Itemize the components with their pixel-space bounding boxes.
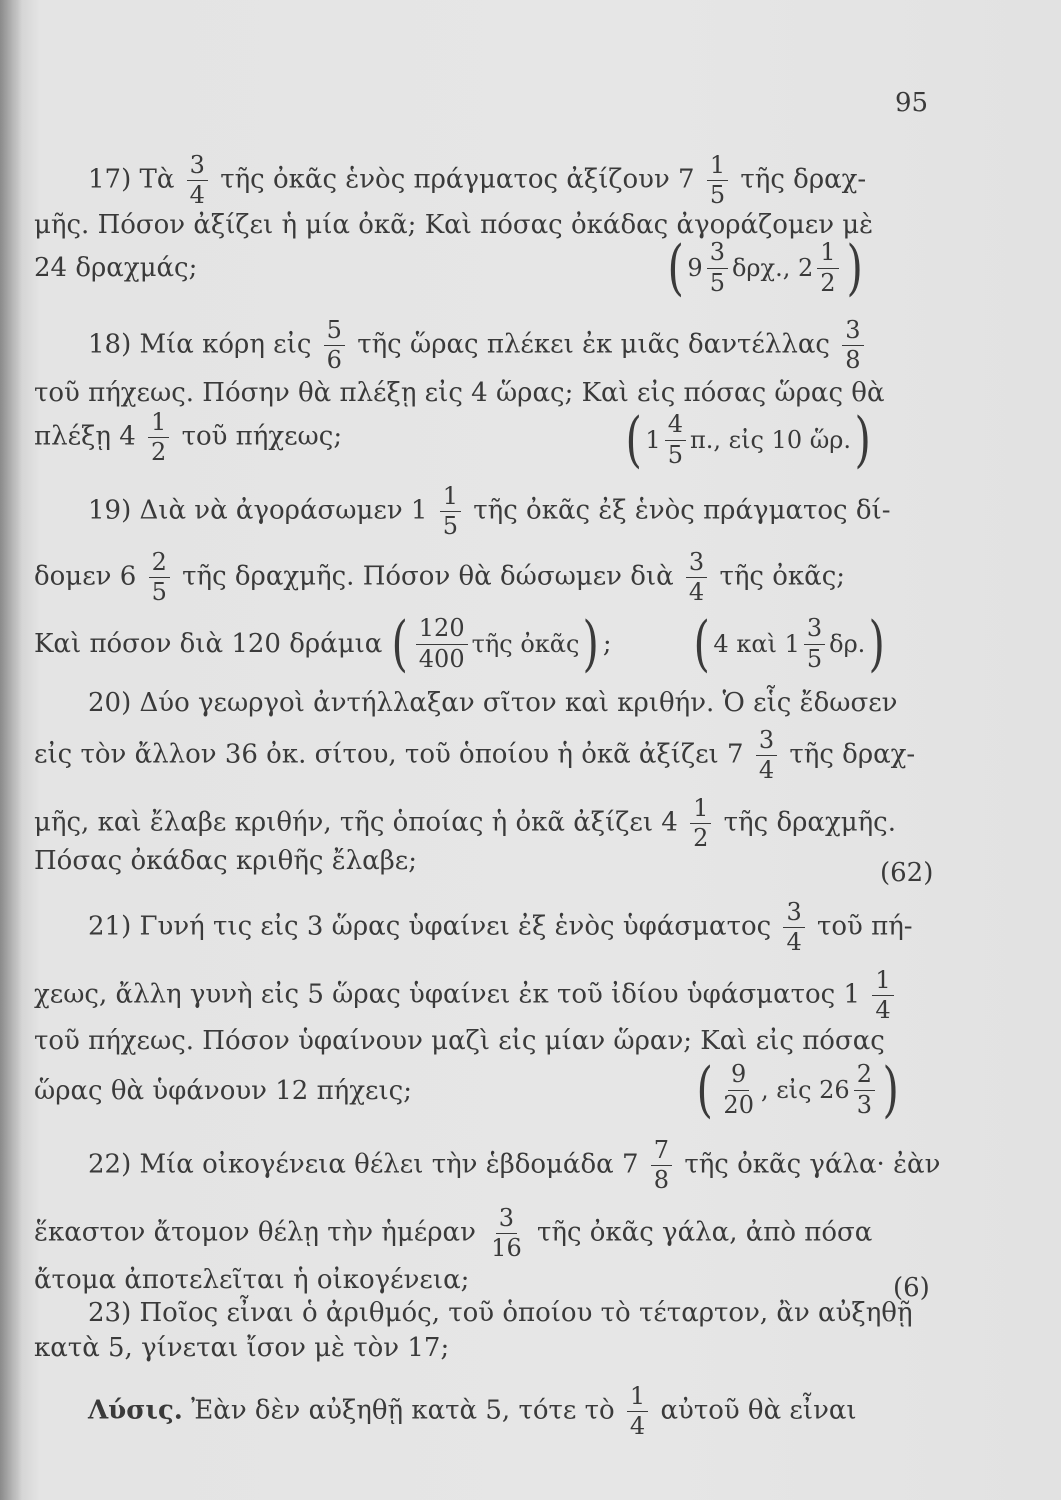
numerator: 3 [842, 318, 863, 346]
fraction [148, 410, 169, 465]
book-spine-shadow [0, 0, 22, 1500]
problem-17-line-3: 24 δραχμάς; [34, 253, 198, 283]
denominator: 16 [491, 1234, 522, 1263]
solution-label: Λύσις. [88, 1395, 183, 1426]
numerator: 1 [817, 240, 838, 268]
problem-19-line-3: Καὶ πόσον διὰ 120 δράμια ( $\frac{120}{400}$ τῆς ὀκᾶς ) ; [34, 609, 612, 679]
denominator: 5 [709, 181, 726, 210]
denominator: 4 [189, 181, 205, 210]
problem-23-line-1: 23) Ποῖος εἶναι ὁ ἀριθμός, τοῦ ὁποίου τὸ τέταρτον, ἂν αὐξηθῇ [88, 1298, 913, 1328]
numerator: 1 [627, 1384, 648, 1412]
numerator: 3 [804, 616, 825, 644]
fraction [149, 550, 170, 605]
numerator: 1 [872, 968, 893, 996]
denominator: 5 [667, 440, 683, 469]
numerator: 1 [707, 153, 728, 181]
text: τῆς δραχμῆς. [723, 807, 896, 838]
problem-20-line-4: Πόσας ὀκάδας κριθῆς ἔλαβε; [34, 846, 417, 876]
problem-20-line-2 [34, 728, 915, 783]
denominator: 3 [856, 1090, 872, 1119]
text: δρχ., 2 [731, 254, 814, 282]
denominator: 2 [693, 824, 709, 853]
text: χεως, ἄλλη γυνὴ εἰς 5 ὥρας ὑφαίνει ἐκ τοῦ ἰδίου ὑφάσματος 1 [34, 979, 861, 1010]
text: τῆς δραχ- [789, 739, 916, 770]
text: Ἐὰν δὲν αὐξηθῇ κατὰ 5, τότε τὸ [191, 1395, 615, 1426]
text: τῆς ὀκᾶς γάλα· ἐὰν [684, 1149, 941, 1180]
numerator: 2 [149, 550, 170, 578]
fraction [817, 240, 838, 295]
problem-21-answer: ( $\frac{9}{20}$ , εἰς 26 $\frac{2}{3}$ ) [696, 1055, 899, 1125]
denominator: 2 [151, 438, 167, 467]
numerator: 7 [651, 1138, 672, 1166]
text: ; [602, 629, 612, 659]
fraction [651, 1138, 672, 1193]
text: 9 [687, 254, 703, 282]
denominator: 5 [151, 578, 167, 607]
text: εἰς τὸν ἄλλον 36 ὀκ. σίτου, τοῦ ὁποίου ἡ ὀκᾶ ἀξίζει 7 [34, 739, 744, 770]
denominator: 8 [845, 346, 861, 375]
page-number: 95 [895, 88, 929, 118]
problem-17-line-2: μῆς. Πόσον ἀξίζει ἡ μία ὀκᾶ; Καὶ πόσας ὀκάδας ἀγοράζομεν μὲ [34, 210, 874, 240]
problem-22-line-1 [88, 1138, 940, 1193]
problem-22-line-2 [34, 1206, 872, 1261]
problem-17-answer: ( 9 $\frac{3}{5}$ δρχ., 2 $\frac{1}{2}$ ) [667, 233, 863, 303]
denominator: 4 [758, 756, 775, 785]
text: π., εἰς 10 ὥρ. [689, 426, 852, 454]
fraction [440, 484, 461, 539]
fraction [488, 1206, 525, 1261]
text: ἕκαστον ἄτομον θέλῃ τὴν ἡμέραν [34, 1217, 476, 1248]
fraction [872, 968, 893, 1023]
denominator: 4 [629, 1412, 646, 1441]
problem-21-line-2 [34, 968, 898, 1023]
problem-20-answer: (62) [880, 858, 934, 888]
numerator: 120 [416, 616, 468, 644]
fraction [324, 318, 345, 373]
fraction [720, 1062, 757, 1117]
numerator: 1 [690, 796, 711, 824]
numerator: 4 [665, 412, 686, 440]
numerator: 3 [187, 153, 208, 181]
text: τοῦ πή- [817, 911, 913, 942]
numerator: 3 [756, 728, 777, 756]
numerator: 1 [148, 410, 169, 438]
text: αὐτοῦ θὰ εἶναι [660, 1395, 857, 1426]
denominator: 5 [806, 644, 823, 673]
text: 17) Τὰ [88, 164, 175, 195]
text: μῆς, καὶ ἔλαβε κριθήν, τῆς ὁποίας ἡ ὀκᾶ ἀξίζει 4 [34, 807, 678, 838]
denominator: 5 [442, 512, 458, 541]
problem-19-answer: ( 4 καὶ 1 $\frac{3}{5}$ δρ. ) [693, 609, 886, 679]
problem-18-line-3 [34, 410, 342, 465]
problem-19-line-2 [34, 550, 845, 605]
text: δρ. [829, 630, 866, 658]
text: Καὶ πόσον διὰ 120 δράμια [34, 629, 383, 659]
text: 19) Διὰ νὰ ἀγοράσωμεν 1 [88, 495, 428, 526]
text: τῆς ὀκᾶς γάλα, ἀπὸ πόσα [536, 1217, 873, 1248]
fraction [804, 616, 825, 671]
text: 18) Μία κόρη εἰς [88, 329, 312, 360]
denominator: 4 [688, 578, 705, 607]
numerator: 3 [496, 1206, 517, 1234]
text: τῆς ὥρας πλέκει ἐκ μιᾶς δαντέλλας [357, 329, 830, 360]
problem-20-line-1: 20) Δύο γεωργοὶ ἀντήλλαξαν σῖτον καὶ κριθήν. Ὁ εἷς ἔδωσεν [88, 688, 898, 718]
fraction [842, 318, 863, 373]
problem-22-answer: (6) [893, 1273, 930, 1303]
fraction [686, 550, 707, 605]
fraction [665, 412, 686, 467]
text: τῆς ὀκᾶς; [719, 561, 846, 592]
denominator: 400 [418, 644, 465, 673]
numerator: 2 [854, 1062, 875, 1090]
numerator: 3 [707, 240, 728, 268]
problem-22-line-3: ἄτομα ἀποτελεῖται ἡ οἰκογένεια; [34, 1265, 470, 1295]
problem-18-line-1 [88, 318, 868, 373]
denominator: 20 [723, 1090, 754, 1119]
fraction [627, 1384, 648, 1439]
text: 22) Μία οἰκογένεια θέλει τὴν ἑβδομάδα 7 [88, 1149, 639, 1180]
numerator: 3 [783, 900, 804, 928]
fraction [707, 153, 728, 208]
text: τῆς ὀκᾶς ἐξ ἑνὸς πράγματος δί- [473, 495, 891, 526]
fraction [783, 900, 804, 955]
text: πλέξῃ 4 [34, 421, 136, 452]
problem-17-line-1 [88, 153, 866, 208]
fraction [416, 616, 468, 671]
fraction [187, 153, 208, 208]
fraction [756, 728, 777, 783]
text: 1 [645, 426, 661, 454]
text: δομεν 6 [34, 561, 137, 592]
numerator: 1 [440, 484, 461, 512]
text: τοῦ πήχεως; [181, 421, 343, 452]
fraction [690, 796, 711, 851]
problem-19-line-1 [88, 484, 891, 539]
fraction [707, 240, 728, 295]
fraction [854, 1062, 875, 1117]
denominator: 4 [875, 996, 891, 1025]
text: 4 καὶ 1 [713, 630, 800, 658]
numerator: 9 [728, 1062, 749, 1090]
denominator: 6 [326, 346, 342, 375]
text: τῆς ὀκᾶς [471, 630, 580, 658]
problem-23-line-2: κατὰ 5, γίνεται ἴσον μὲ τὸν 17; [34, 1333, 450, 1363]
problem-18-answer: ( 1 $\frac{4}{5}$ π., εἰς 10 ὥρ. ) [625, 405, 871, 475]
problem-18-line-2: τοῦ πήχεως. Πόσην θὰ πλέξῃ εἰς 4 ὥρας; Καὶ εἰς πόσας ὥρας θὰ [34, 378, 885, 408]
problem-21-line-3: τοῦ πήχεως. Πόσον ὑφαίνουν μαζὶ εἰς μίαν ὥραν; Καὶ εἰς πόσας [34, 1026, 885, 1056]
problem-21-line-4: ὥρας θὰ ὑφάνουν 12 πήχεις; [34, 1076, 413, 1106]
numerator: 5 [324, 318, 345, 346]
text: , εἰς 26 [760, 1076, 850, 1104]
text: τῆς ὀκᾶς ἑνὸς πράγματος ἀξίζουν 7 [220, 164, 695, 195]
numerator: 3 [686, 550, 707, 578]
text: τῆς δραχμῆς. Πόσον θὰ δώσωμεν διὰ [182, 561, 674, 592]
text: 21) Γυνή τις εἰς 3 ὥρας ὑφαίνει ἐξ ἑνὸς ὑφάσματος [88, 911, 772, 942]
denominator: 5 [709, 268, 725, 297]
text: τῆς δραχ- [740, 164, 867, 195]
denominator: 4 [786, 928, 802, 957]
problem-21-line-1 [88, 900, 913, 955]
denominator: 8 [653, 1166, 670, 1195]
solution-line [88, 1384, 857, 1439]
problem-20-line-3 [34, 796, 896, 851]
denominator: 2 [820, 268, 836, 297]
